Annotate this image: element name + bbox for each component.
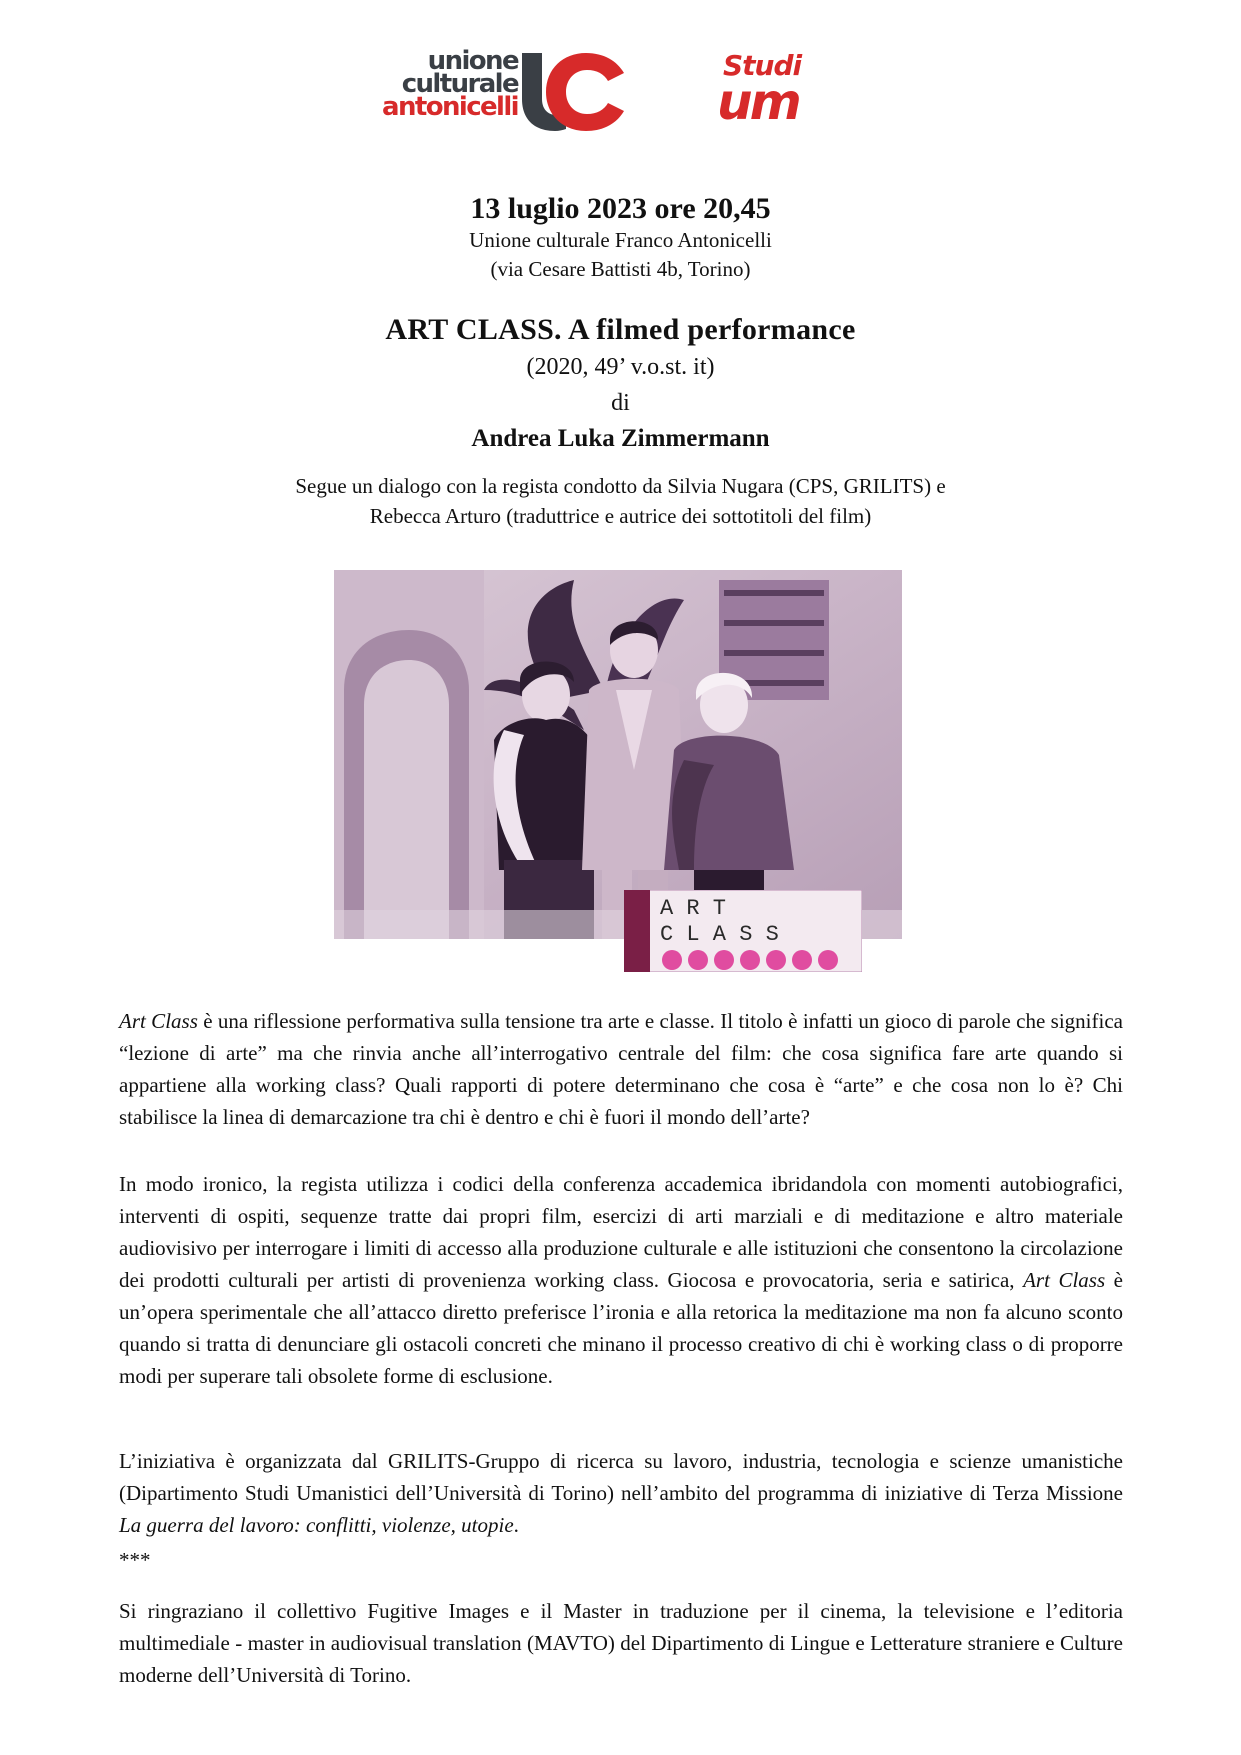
dialogue-line-1: Segue un dialogo con la regista condotto da Silvia Nugara (CPS, GRILITS) e <box>295 474 946 498</box>
studium-logo <box>717 49 817 131</box>
studium-logo-top: Studi <box>723 49 802 82</box>
uc-logo-wordmark <box>378 46 518 122</box>
paragraph-description <box>119 1168 1123 1392</box>
uc-logo-line-2: culturale <box>401 69 518 99</box>
uc-logo-line-1: unione <box>427 46 518 76</box>
paragraph-description-text-b: è un’opera sperimentale che all’attacco diretto preferisce l’ironia e alla retorica la meditazione ma non fa alcuno sconto quando si tratta di denunciare gli ostacoli concreti che minano il processo creativo di chi è working class o di proporre modi per superare tali obsolete forme di esclusione. <box>119 1268 1123 1388</box>
paragraph-intro-title: Art Class <box>119 1009 198 1033</box>
section-separator: *** <box>119 1548 151 1572</box>
film-title: ART CLASS. A filmed performance <box>385 313 856 346</box>
paragraph-organizers <box>119 1445 1123 1541</box>
poster-title-line-1: A R T <box>660 896 727 921</box>
dialogue-line-2: Rebecca Arturo (traduttrice e autrice dei sottotitoli del film) <box>369 504 872 528</box>
paragraph-intro <box>119 1005 1123 1133</box>
event-address: (via Cesare Battisti 4b, Torino) <box>490 257 751 281</box>
paragraph-organizers-text-b: . <box>513 1513 519 1537</box>
film-still-photo <box>334 570 902 939</box>
event-date: 13 luglio 2023 ore 20,45 <box>470 192 771 225</box>
uc-monogram-logo <box>520 53 626 131</box>
paragraph-organizers-program: La guerra del lavoro: conflitti, violenze, utopie <box>119 1513 514 1537</box>
film-by: di <box>611 390 630 416</box>
uc-logo-line-3: antonicelli <box>382 92 518 122</box>
paragraph-acknowledgements: Si ringraziano il collettivo Fugitive Images e il Master in traduzione per il cinema, la televisione e l’editoria multimediale - master in audiovisual translation (MAVTO) del Dipartimento di Lingue e Letterature straniere e Culture moderne dell’Università di Torino. <box>119 1599 1123 1687</box>
paragraph-description-title: Art Class <box>1023 1268 1106 1292</box>
paragraph-description-text-a: In modo ironico, la regista utilizza i codici della conferenza accademica ibridandola con momenti autobiografici, interventi di ospiti, sequenze tratte dai propri film, esercizi di arti marziali e di meditazione e altro materiale audiovisivo per interrogare i limiti di accesso alla produzione culturale e alle istituzioni che consentono la circolazione dei prodotti culturali per artisti di provenienza working class. Giocosa e provocatoria, seria e satirica, <box>119 1172 1123 1292</box>
poster-graphic <box>624 890 862 972</box>
film-meta: (2020, 49’ v.o.st. it) <box>526 354 715 380</box>
art-class-poster <box>624 890 862 972</box>
event-venue: Unione culturale Franco Antonicelli <box>469 228 772 252</box>
poster-title-line-2: C L A S S <box>660 922 779 947</box>
studium-logo-bottom: um <box>717 73 799 131</box>
paragraph-intro-text: è una riflessione performativa sulla tensione tra arte e classe. Il titolo è infatti un gioco di parole che significa “lezione di arte” ma che rinvia anche all’interrogativo centrale del film: che cosa significa fare arte quando si appartiene alla working class? Quali rapporti di potere determinano che cosa è “arte” e che cosa non lo è? Chi stabilisce la linea di demarcazione tra chi è dentro e chi è fuori il mondo dell’arte? <box>119 1009 1123 1129</box>
film-director: Andrea Luka Zimmermann <box>471 425 770 452</box>
paragraph-organizers-text-a: L’iniziativa è organizzata dal GRILITS-Gruppo di ricerca su lavoro, industria, tecnologia e scienze umanistiche (Dipartimento Studi Umanistici dell’Università di Torino) nell’ambito del programma di iniziative di Terza Missione <box>119 1449 1123 1505</box>
unione-culturale-logo <box>378 46 638 130</box>
